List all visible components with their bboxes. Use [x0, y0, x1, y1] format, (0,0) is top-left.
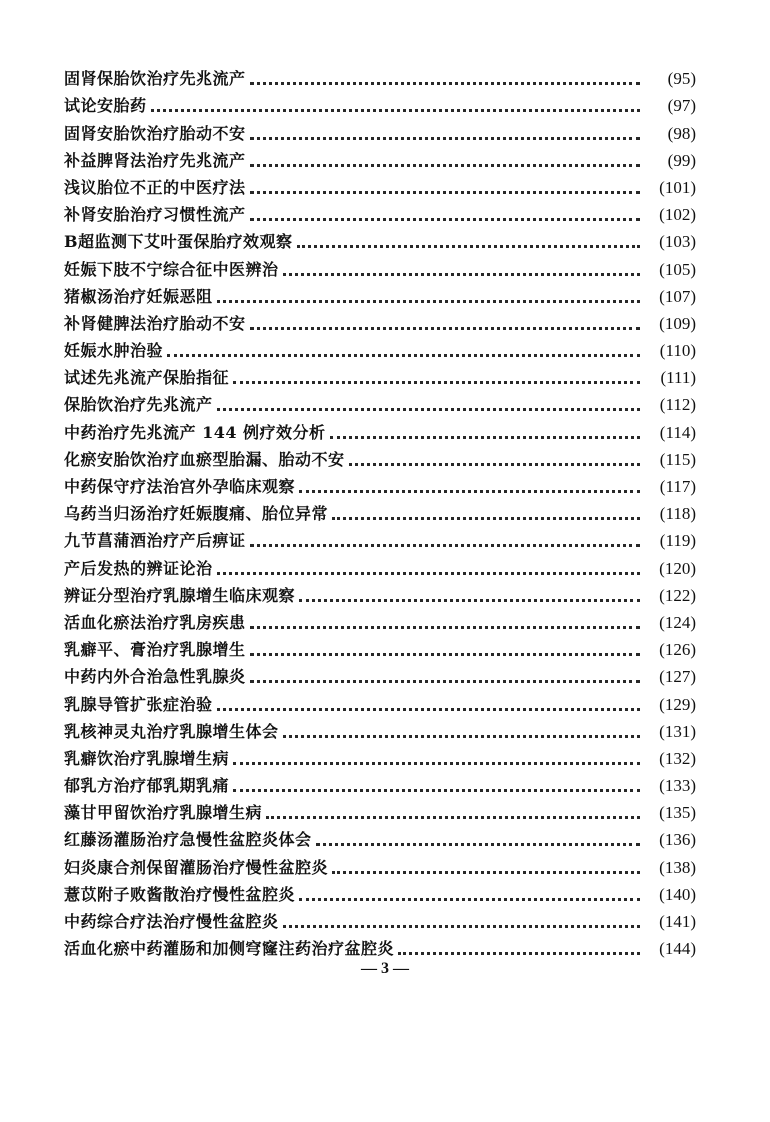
toc-entry-title: 保胎饮治疗先兆流产: [64, 395, 213, 415]
toc-entry: [64, 715, 696, 742]
toc-dot-leader: [283, 913, 640, 928]
toc-dot-leader: [217, 396, 640, 411]
toc-entry-page: (141): [659, 912, 696, 931]
toc-dot-leader: [217, 560, 640, 575]
toc-entry: [64, 823, 696, 850]
table-of-contents: [64, 62, 696, 959]
toc-dot-leader: [250, 532, 640, 547]
toc-dot-leader: [233, 777, 640, 792]
toc-entry-title: 红藤汤灌肠治疗急慢性盆腔炎体会: [64, 830, 312, 850]
toc-entry-title: 辨证分型治疗乳腺增生临床观察: [64, 585, 296, 605]
toc-entry-page: (118): [659, 504, 696, 524]
toc-entry: [64, 687, 696, 714]
toc-entry-page: (140): [659, 884, 696, 904]
toc-dot-leader: [283, 723, 640, 738]
toc-entry-title: 试论安胎药: [64, 96, 147, 116]
toc-entry-title: 试述先兆流产保胎指征: [64, 368, 230, 388]
toc-dot-leader: [167, 342, 640, 357]
toc-entry: [64, 225, 696, 252]
toc-dot-leader: [151, 97, 640, 112]
toc-entry: [64, 280, 696, 307]
toc-entry: [64, 388, 696, 415]
toc-dot-leader: [250, 315, 640, 330]
toc-entry: [64, 660, 696, 687]
toc-entry-title: 活血化瘀中药灌肠和加侧穹窿注药治疗盆腔炎: [64, 939, 395, 959]
toc-dot-leader: [332, 859, 640, 874]
toc-entry: [64, 307, 696, 334]
toc-entry: [64, 334, 696, 361]
toc-entry-title: 化瘀安胎饮治疗血瘀型胎漏、胎动不安: [64, 449, 345, 469]
toc-entry: [64, 62, 696, 89]
toc-dot-leader: [217, 288, 640, 303]
toc-entry-title: 乳癖饮治疗乳腺增生病: [64, 748, 230, 768]
toc-entry-page: (95): [667, 69, 696, 89]
toc-dot-leader: [233, 369, 640, 384]
toc-dot-leader: [299, 478, 640, 493]
toc-dot-leader: [250, 614, 640, 629]
toc-dot-leader: [297, 233, 640, 248]
toc-entry: [64, 769, 696, 796]
toc-dot-leader: [250, 641, 640, 656]
toc-entry: [64, 470, 696, 497]
toc-entry-page: (117): [659, 477, 696, 496]
toc-entry: [64, 878, 696, 905]
toc-entry-title: 乳腺导管扩张症治验: [64, 694, 213, 714]
toc-entry: [64, 497, 696, 524]
toc-dot-leader: [266, 804, 640, 819]
toc-dot-leader: [233, 750, 640, 765]
toc-entry-page: (103): [659, 232, 696, 252]
toc-dot-leader: [250, 152, 640, 167]
toc-entry: [64, 524, 696, 551]
toc-entry: [64, 171, 696, 198]
toc-entry-page: (138): [659, 857, 696, 877]
toc-entry: [64, 198, 696, 225]
toc-entry-page: (133): [659, 776, 696, 796]
toc-entry: [64, 443, 696, 470]
toc-entry-title: 郁乳方治疗郁乳期乳痛: [64, 776, 230, 796]
toc-entry: [64, 361, 696, 388]
toc-entry-page: (132): [659, 748, 696, 768]
toc-entry-page: (131): [659, 721, 696, 741]
toc-dot-leader: [398, 940, 640, 955]
toc-entry-title: 猪椒汤治疗妊娠恶阻: [64, 286, 213, 306]
toc-entry-page: (114): [659, 422, 696, 442]
toc-dot-leader: [299, 587, 640, 602]
toc-entry-title: 九节菖蒲酒治疗产后痹证: [64, 531, 246, 551]
toc-dot-leader: [250, 179, 640, 194]
toc-entry-title: 中药内外合治急性乳腺炎: [64, 667, 246, 687]
toc-entry-page: (115): [659, 449, 696, 469]
toc-entry-title: 中药综合疗法治疗慢性盆腔炎: [64, 912, 279, 931]
toc-entry: [64, 850, 696, 877]
toc-entry-page: (122): [659, 585, 696, 605]
toc-entry-page: (135): [659, 803, 696, 823]
toc-entry: [64, 144, 696, 171]
toc-entry: [64, 932, 696, 959]
toc-entry-page: (101): [659, 177, 696, 197]
toc-entry-title: B超监测下艾叶蛋保胎疗效观察: [64, 232, 293, 252]
toc-dot-leader: [316, 831, 640, 846]
toc-dot-leader: [250, 70, 640, 85]
toc-entry-title: 固肾保胎饮治疗先兆流产: [64, 69, 246, 89]
toc-entry: [64, 606, 696, 633]
toc-entry-title: 中药保守疗法治宫外孕临床观察: [64, 477, 296, 496]
page-number: — 3 —: [361, 960, 409, 977]
toc-entry-title: 乌药当归汤治疗妊娠腹痛、胎位异常: [64, 504, 329, 524]
toc-entry-page: (110): [659, 341, 696, 361]
toc-entry-page: (102): [659, 205, 696, 225]
toc-dot-leader: [283, 261, 640, 276]
toc-entry-title: 固肾安胎饮治疗胎动不安: [64, 123, 246, 143]
toc-entry-title: 产后发热的辨证论治: [64, 558, 213, 578]
toc-entry-page: (136): [659, 830, 696, 850]
toc-entry: [64, 252, 696, 279]
toc-entry: [64, 415, 696, 442]
toc-dot-leader: [330, 424, 640, 439]
toc-entry: [64, 633, 696, 660]
toc-entry-page: (119): [659, 531, 696, 551]
toc-entry-title: 妊娠下肢不宁综合征中医辨治: [64, 259, 279, 279]
toc-entry-title: 活血化瘀法治疗乳房疾患: [64, 612, 246, 632]
toc-entry-page: (129): [659, 694, 696, 714]
toc-entry-title: 乳癖平、膏治疗乳腺增生: [64, 640, 246, 660]
toc-entry-title: 藻甘甲留饮治疗乳腺增生病: [64, 803, 263, 823]
toc-entry-title: 中药治疗先兆流产 144 例疗效分析: [64, 422, 326, 442]
toc-entry-page: (98): [667, 123, 696, 143]
toc-dot-leader: [250, 668, 640, 683]
toc-dot-leader: [299, 886, 640, 901]
toc-entry: [64, 551, 696, 578]
toc-entry-page: (144): [659, 939, 696, 959]
toc-dot-leader: [349, 451, 640, 466]
toc-entry-title: 妊娠水肿治验: [64, 341, 164, 361]
toc-entry-page: (124): [659, 612, 696, 632]
toc-entry-title: 浅议胎位不正的中医疗法: [64, 177, 246, 197]
toc-entry-page: (111): [660, 368, 696, 388]
toc-entry: [64, 905, 696, 932]
toc-dot-leader: [250, 125, 640, 140]
toc-entry-title: 薏苡附子败酱散治疗慢性盆腔炎: [64, 884, 296, 904]
toc-entry-page: (127): [659, 667, 696, 687]
toc-entry-page: (120): [659, 558, 696, 578]
toc-dot-leader: [217, 696, 640, 711]
toc-entry-page: (99): [667, 150, 696, 170]
toc-entry: [64, 89, 696, 116]
toc-entry-page: (107): [659, 286, 696, 306]
toc-entry-page: (105): [659, 259, 696, 279]
toc-entry: [64, 796, 696, 823]
toc-entry-title: 补肾安胎治疗习惯性流产: [64, 205, 246, 225]
toc-entry-title: 补肾健脾法治疗胎动不安: [64, 313, 246, 333]
toc-entry-title: 妇炎康合剂保留灌肠治疗慢性盆腔炎: [64, 857, 329, 877]
toc-entry-page: (97): [667, 96, 696, 116]
toc-dot-leader: [250, 206, 640, 221]
toc-entry: [64, 579, 696, 606]
toc-entry-title: 补益脾肾法治疗先兆流产: [64, 150, 246, 170]
toc-entry-page: (112): [659, 395, 696, 415]
toc-entry-title: 乳核神灵丸治疗乳腺增生体会: [64, 721, 279, 741]
toc-entry-page: (109): [659, 313, 696, 333]
toc-entry: [64, 116, 696, 143]
toc-entry-page: (126): [659, 640, 696, 660]
toc-dot-leader: [332, 505, 640, 520]
toc-entry: [64, 742, 696, 769]
